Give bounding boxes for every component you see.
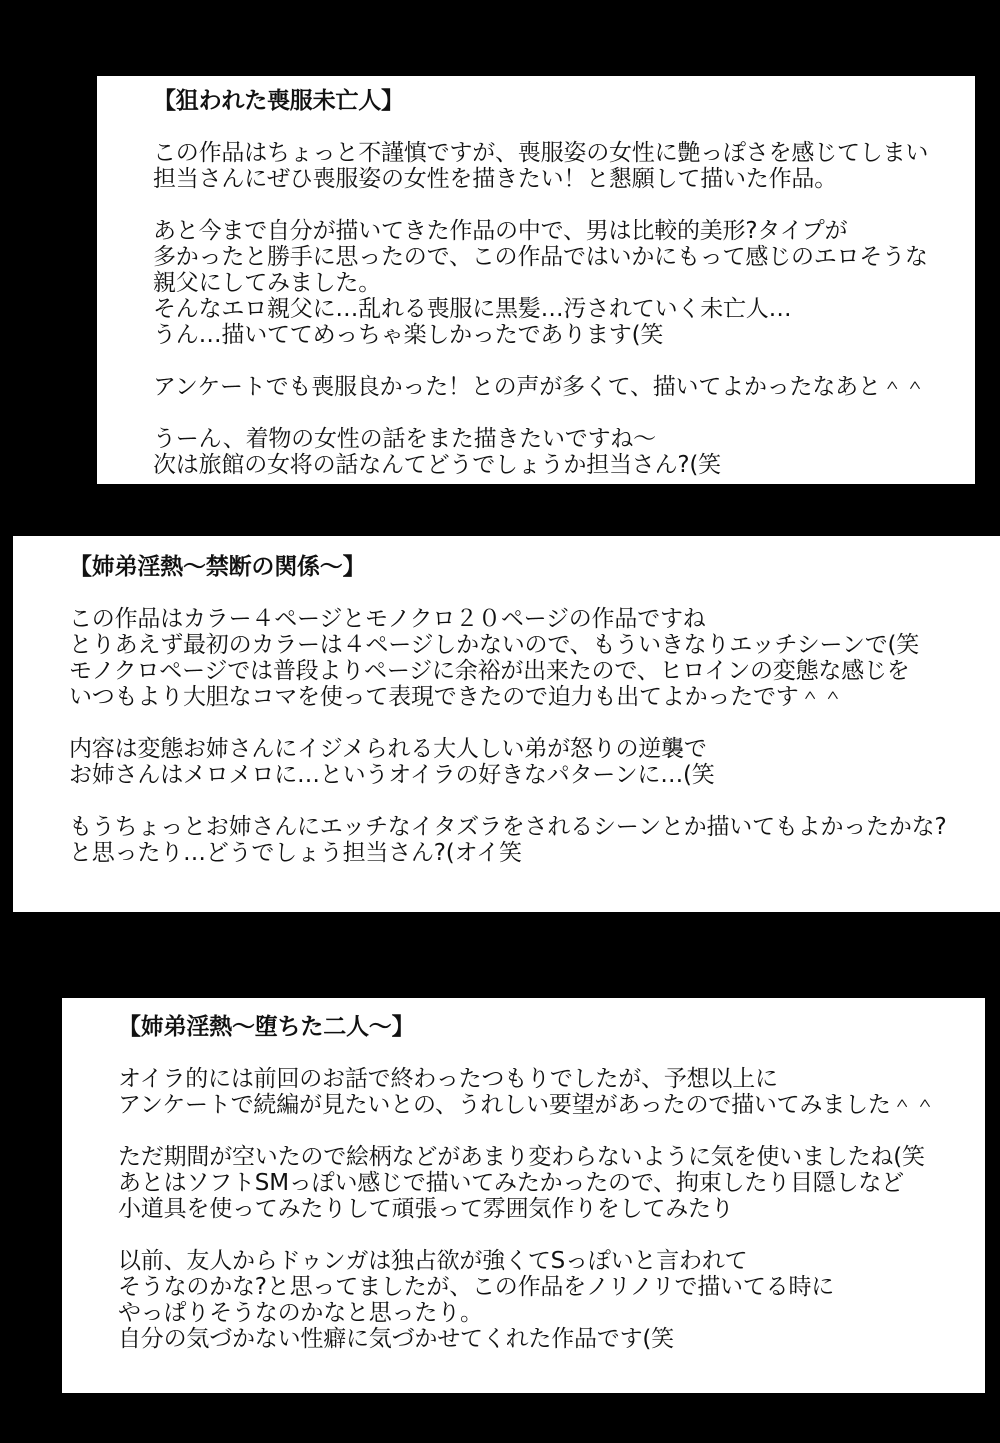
panel-title: 【狙われた喪服未亡人】 (153, 88, 404, 114)
text-line: 小道具を使ってみたりして頑張って雰囲気作りをしてみたり (118, 1196, 734, 1222)
text-line: お姉さんはメロメロに…というオイラの好きなパターンに…(笑 (69, 762, 715, 788)
text-line: そうなのかな?と思ってましたが、この作品をノリノリで描いてる時に (118, 1274, 835, 1300)
text-line: と思ったり…どうでしょう担当さん?(オイ笑 (69, 840, 522, 866)
text-line: 親父にしてみました。 (153, 270, 382, 296)
text-line: いつもより大胆なコマを使って表現できたので迫力も出てよかったです＾＾ (69, 684, 845, 710)
text-line: この作品はちょっと不謹慎ですが、喪服姿の女性に艶っぽさを感じてしまい (153, 140, 929, 166)
afterword-panel-1 (97, 76, 975, 484)
text-line: アンケートでも喪服良かった！との声が多くて、描いてよかったなあと＾＾ (153, 374, 927, 400)
text-line: ただ期間が空いたので絵柄などがあまり変わらないように気を使いましたね(笑 (118, 1144, 925, 1170)
text-line: もうちょっとお姉さんにエッチなイタズラをされるシーンとか描いてもよかったかな? (69, 814, 947, 840)
afterword-panel-2 (13, 536, 1000, 912)
text-line: うーん、着物の女性の話をまた描きたいですね〜 (153, 426, 656, 452)
text-line: 内容は変態お姉さんにイジメられる大人しい弟が怒りの逆襲で (69, 736, 707, 762)
text-line: 担当さんにぜひ喪服姿の女性を描きたい！と懇願して描いた作品。 (153, 166, 837, 192)
text-line: そんなエロ親父に…乱れる喪服に黒髪…汚されていく未亡人… (153, 296, 792, 322)
spacer (69, 788, 1000, 814)
spacer (69, 580, 1000, 606)
panel-title: 【姉弟淫熱〜堕ちた二人〜】 (118, 1014, 415, 1040)
text-line: モノクロページでは普段よりページに余裕が出来たので、ヒロインの変態な感じを (69, 658, 910, 684)
text-line: 次は旅館の女将の話なんてどうでしょうか担当さん?(笑 (153, 452, 721, 478)
text-line: うん…描いててめっちゃ楽しかったであります(笑 (153, 322, 664, 348)
afterword-panel-3 (62, 998, 985, 1393)
text-line: 以前、友人からドゥンガは独占欲が強くてSっぽいと言われて (118, 1248, 748, 1274)
spacer (153, 192, 975, 218)
spacer (153, 114, 975, 140)
spacer (118, 1040, 985, 1066)
spacer (153, 348, 975, 374)
text-line: やっぱりそうなのかなと思ったり。 (118, 1300, 483, 1326)
text-line: あとはソフトSMっぽい感じで描いてみたかったので、拘束したり目隠しなど (118, 1170, 904, 1196)
text-line: あと今まで自分が描いてきた作品の中で、男は比較的美形?タイプが (153, 218, 848, 244)
text-line: オイラ的には前回のお話で終わったつもりでしたが、予想以上に (118, 1066, 778, 1092)
text-line: 自分の気づかない性癖に気づかせてくれた作品です(笑 (118, 1326, 674, 1352)
panel-title: 【姉弟淫熱〜禁断の関係〜】 (69, 554, 366, 580)
text-line: とりあえず最初のカラーは４ページしかないので、もういきなりエッチシーンで(笑 (69, 632, 920, 658)
text-line: この作品はカラー４ページとモノクロ２０ページの作品ですね (69, 606, 706, 632)
spacer (118, 1118, 985, 1144)
spacer (153, 400, 975, 426)
spacer (69, 710, 1000, 736)
text-line: 多かったと勝手に思ったので、この作品ではいかにもって感じのエロそうな (153, 244, 928, 270)
spacer (118, 1222, 985, 1248)
text-line: アンケートで続編が見たいとの、うれしい要望があったので描いてみました＾＾ (118, 1092, 937, 1118)
